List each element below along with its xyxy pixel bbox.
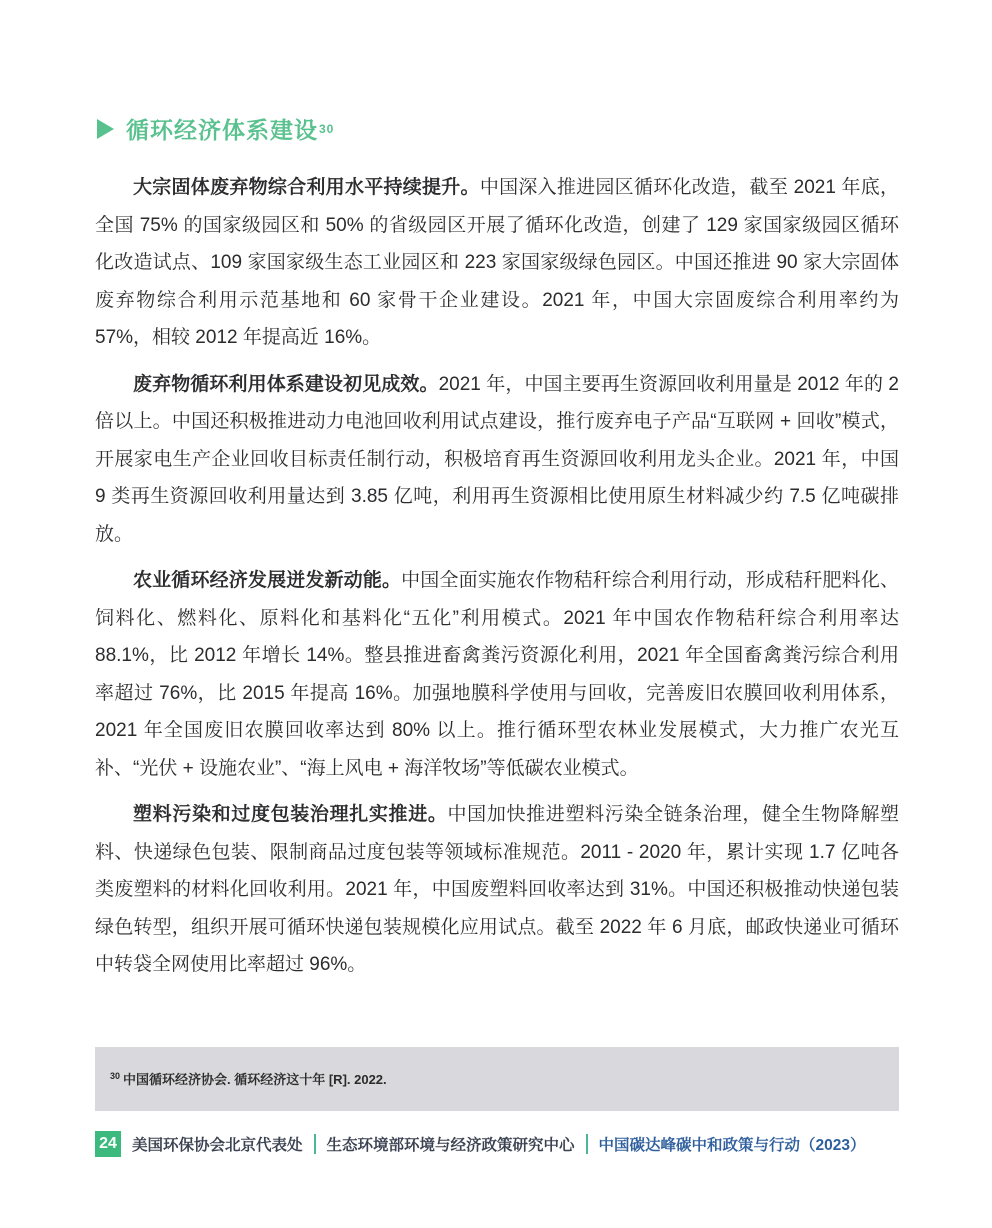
footer-separator bbox=[314, 1134, 316, 1154]
paragraph-body: 中国深入推进园区循环化改造，截至 2021 年底，全国 75% 的国家级园区和 50% 的省级园区开展了循环化改造，创建了 129 家国家级园区循环化改造试点、109 家国家级生态工业园区和 223 家国家级绿色园区。中国还推进 90 家大宗固体废弃物综合利用示范基地和 60 家骨干企业建设。2021 年，中国大宗固废综合利用率约为 57%，相较 2012 年提高近 16%。 bbox=[95, 177, 899, 348]
footer-org-policy-center: 生态环境部环境与经济政策研究中心 bbox=[326, 1137, 575, 1154]
footer-org-edf: 美国环保协会北京代表处 bbox=[132, 1137, 303, 1154]
section-title: 循环经济体系建设 bbox=[126, 117, 318, 143]
paragraph-plastic-pollution bbox=[95, 796, 899, 984]
paragraph-body: 中国全面实施农作物秸秆综合利用行动，形成秸秆肥料化、饲料化、燃料化、原料化和基料化“五化”利用模式。2021 年中国农作物秸秆综合利用率达 88.1%，比 2012 年增长 14%。整县推进畜禽粪污资源化利用，2021 年全国畜禽粪污综合利用率超过 76%，比 2015 年提高 16%。加强地膜科学使用与回收，完善废旧农膜回收利用体系，2021 年全国废旧农膜回收率达到 80% 以上。推行循环型农林业发展模式，大力推广农光互补、“光伏 + 设施农业”、“海上风电 + 海洋牧场”等低碳农业模式。 bbox=[95, 570, 899, 779]
paragraph-solid-waste bbox=[95, 169, 899, 357]
footnote-text: 中国循环经济协会. 循环经济这十年 [R]. 2022. bbox=[123, 1072, 387, 1087]
footer-report-title: 中国碳达峰碳中和政策与行动（2023） bbox=[598, 1137, 866, 1154]
page-footer bbox=[95, 1131, 866, 1157]
paragraph-lead: 废弃物循环利用体系建设初见成效。 bbox=[133, 373, 439, 395]
footer-separator bbox=[586, 1134, 588, 1154]
paragraph-lead: 农业循环经济发展迸发新动能。 bbox=[133, 570, 402, 591]
paragraph-lead: 塑料污染和过度包装治理扎实推进。 bbox=[133, 804, 448, 825]
paragraph-body: 2021 年，中国主要再生资源回收利用量是 2012 年的 2 倍以上。中国还积极推进动力电池回收利用试点建设，推行废弃电子产品“互联网 + 回收”模式，开展家电生产企业回收目标责任制行动，积极培育再生资源回收利用龙头企业。2021 年，中国 9 类再生资源回收利用量达到 3.85 亿吨，利用再生资源相比使用原生材料减少约 7.5 亿吨碳排放。 bbox=[95, 373, 899, 545]
footnote bbox=[110, 1069, 899, 1088]
triangle-bullet-icon bbox=[97, 119, 114, 139]
footnote-marker: 30 bbox=[110, 1070, 121, 1081]
paragraph-body: 中国加快推进塑料污染全链条治理，健全生物降解塑料、快递绿色包装、限制商品过度包装等领域标准规范。2011 - 2020 年，累计实现 1.7 亿吨各类废塑料的材料化回收利用。2021 年，中国废塑料回收率达到 31%。中国还积极推动快递包装绿色转型，组织开展可循环快递包装规模化应用试点。截至 2022 年 6 月底，邮政快递业可循环中转袋全网使用比率超过 96%。 bbox=[95, 804, 899, 975]
paragraph-recycling-system bbox=[95, 366, 899, 554]
page-content bbox=[95, 112, 899, 993]
footnote-box bbox=[95, 1047, 899, 1111]
page-number-badge: 24 bbox=[95, 1131, 121, 1157]
paragraph-lead: 大宗固体废弃物综合利用水平持续提升。 bbox=[133, 177, 480, 198]
paragraph-agriculture-circular-economy bbox=[95, 562, 899, 787]
section-heading bbox=[97, 112, 899, 145]
section-title-footnote-ref: 30 bbox=[319, 121, 335, 136]
